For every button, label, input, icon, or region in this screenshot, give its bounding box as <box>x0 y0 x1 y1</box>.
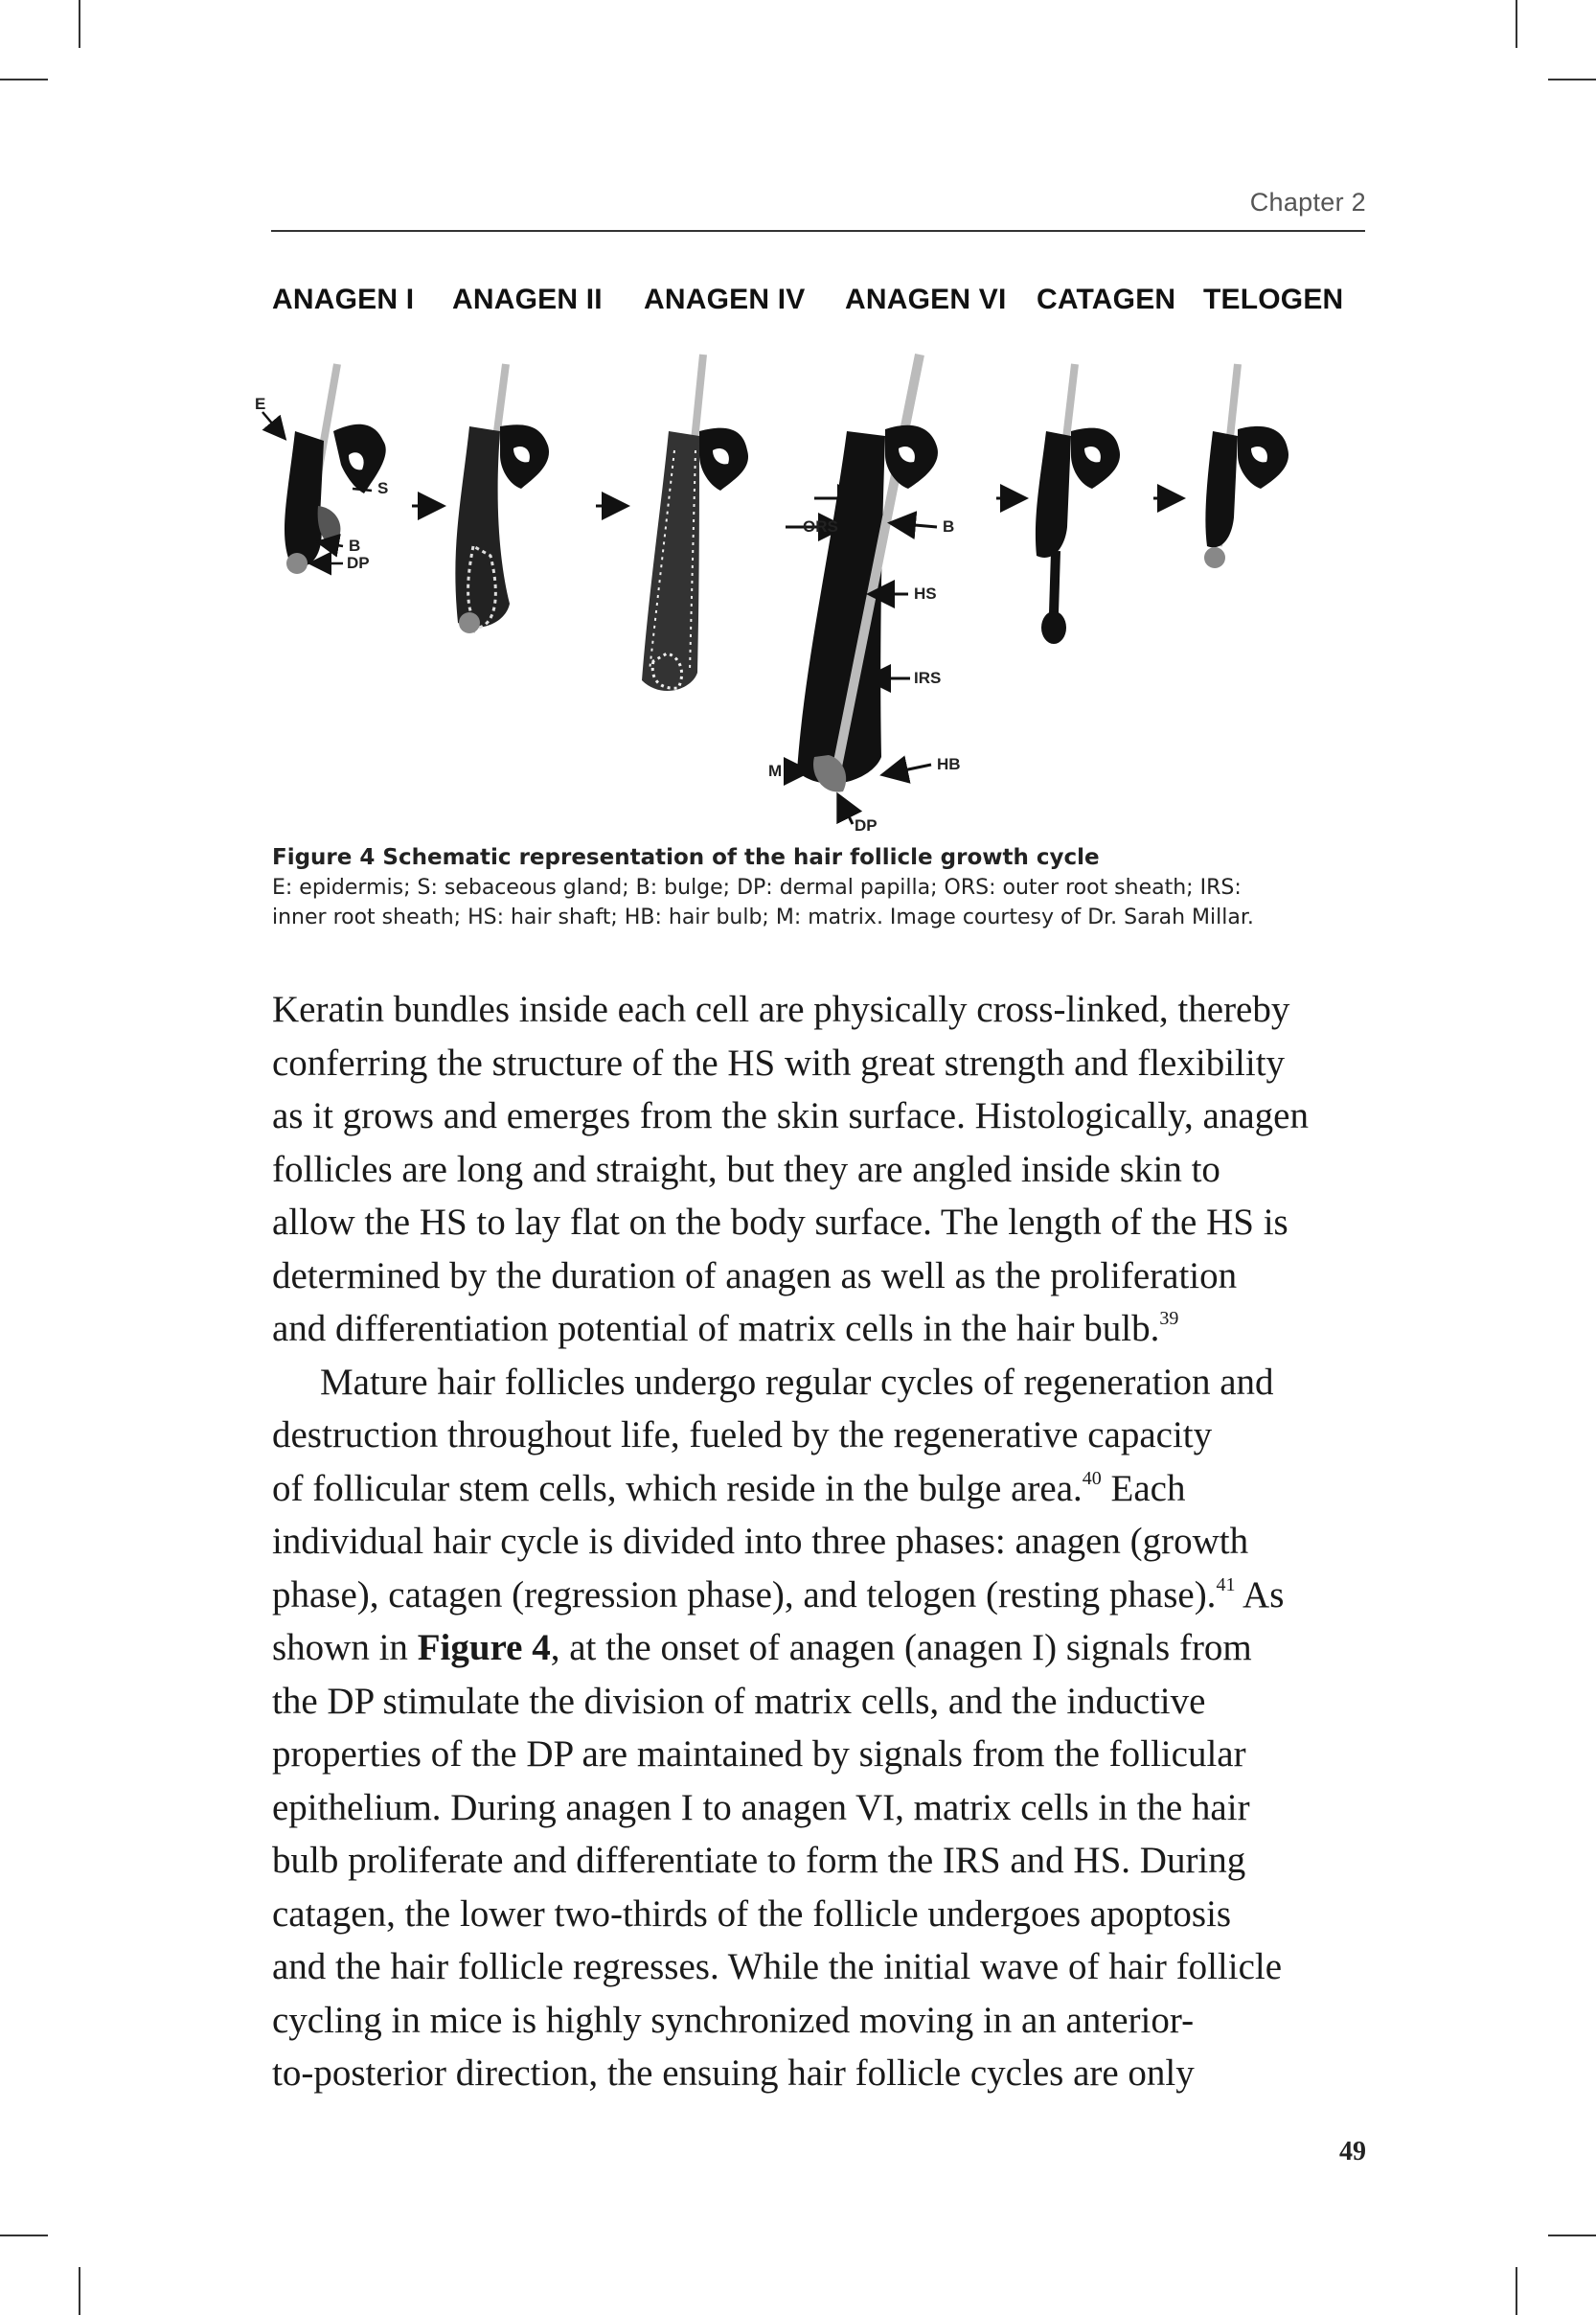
page-number: 49 <box>1339 2137 1366 2166</box>
crop-mark <box>79 2267 80 2315</box>
part-label-ors: ORS <box>803 517 838 536</box>
stage-label: ANAGEN VI <box>845 284 1007 315</box>
text-span: of follicular stem cells, which reside in the bulge area. <box>272 1467 1083 1509</box>
text-span: shown in <box>272 1627 418 1668</box>
part-label-dp: DP <box>855 816 878 835</box>
part-label-e: E <box>255 395 266 413</box>
text-line: destruction throughout life, fueled by the regenerative capacity <box>272 1414 1213 1455</box>
body-text <box>272 983 1366 2100</box>
part-label-dp: DP <box>347 554 370 572</box>
stage-label: TELOGEN <box>1203 284 1344 315</box>
caption-line: E: epidermis; S: sebaceous gland; B: bulge; DP: dermal papilla; ORS: outer root sheath; IRS: <box>272 876 1242 900</box>
text-line: cycling in mice is highly synchronized moving in an anterior- <box>272 1999 1195 2041</box>
follicle-anagen-i <box>285 364 389 574</box>
text-line: epithelium. During anagen I to anagen VI, matrix cells in the hair <box>272 1786 1250 1828</box>
caption-line: inner root sheath; HS: hair shaft; HB: hair bulb; M: matrix. Image courtesy of Dr. Sarah Millar. <box>272 905 1254 929</box>
text-line: conferring the structure of the HS with great strength and flexibility <box>272 1042 1286 1084</box>
figure-reference: Figure 4 <box>417 1627 551 1668</box>
text-span: , at the onset of anagen (anagen I) signals from <box>550 1627 1252 1668</box>
text-line: the DP stimulate the division of matrix cells, and the inductive <box>272 1680 1206 1722</box>
crop-mark <box>79 0 80 48</box>
text-line <box>272 1621 1366 1675</box>
text-line: follicles are long and straight, but they are angled inside skin to <box>272 1148 1220 1190</box>
text-line: determined by the duration of anagen as well as the proliferation <box>272 1254 1238 1296</box>
text-span: Each <box>1101 1467 1186 1509</box>
text-line: Keratin bundles inside each cell are physically cross-linked, thereby <box>272 989 1290 1030</box>
part-label-irs: IRS <box>914 669 942 687</box>
text-line: bulb proliferate and differentiate to form the IRS and HS. During <box>272 1840 1246 1881</box>
text-span: As <box>1235 1573 1285 1616</box>
stage-label: CATAGEN <box>1037 284 1176 315</box>
citation-ref: 41 <box>1216 1573 1236 1595</box>
part-label-b: B <box>943 517 955 536</box>
text-line <box>272 1302 1366 1356</box>
text-span: phase), catagen (regression phase), and telogen (resting phase). <box>272 1573 1217 1616</box>
part-label-hs: HS <box>914 584 937 603</box>
text-line: and the hair follicle regresses. While the initial wave of hair follicle <box>272 1946 1283 1987</box>
figure-drawing <box>249 259 1399 853</box>
text-line: as it grows and emerges from the skin surface. Histologically, anagen <box>272 1095 1309 1136</box>
text-line <box>272 1462 1366 1516</box>
follicle-telogen <box>1204 364 1288 568</box>
text-line: Mature hair follicles undergo regular cycles of regeneration and <box>320 1361 1274 1403</box>
part-label-m: M <box>768 762 783 780</box>
crop-mark <box>1516 0 1517 48</box>
part-label-s: S <box>377 479 389 497</box>
hair-follicle-cycle-figure <box>249 259 1399 853</box>
header-rule <box>271 230 1365 232</box>
crop-mark <box>1548 2235 1596 2236</box>
text-line: individual hair cycle is divided into three phases: anagen (growth <box>272 1521 1249 1562</box>
text-line: to-posterior direction, the ensuing hair follicle cycles are only <box>272 2052 1195 2094</box>
figure-caption <box>272 843 1374 932</box>
crop-mark <box>1548 79 1596 80</box>
text-line: allow the HS to lay flat on the body surface. The length of the HS is <box>272 1202 1288 1243</box>
text-line: catagen, the lower two-thirds of the follicle undergoes apoptosis <box>272 1892 1232 1935</box>
part-label-hb: HB <box>937 755 961 773</box>
text-line: properties of the DP are maintained by signals from the follicular <box>272 1733 1246 1775</box>
crop-mark <box>0 79 48 80</box>
stage-label: ANAGEN II <box>452 284 603 315</box>
citation-ref: 40 <box>1082 1467 1102 1489</box>
citation-ref: 39 <box>1159 1308 1179 1329</box>
follicle-catagen <box>1036 364 1120 644</box>
text-span: and differentiation potential of matrix cells in the hair bulb. <box>272 1308 1160 1349</box>
stage-label: ANAGEN IV <box>644 284 806 315</box>
caption-title: Figure 4 Schematic representation of the hair follicle growth cycle <box>272 845 1100 870</box>
follicle-anagen-iv <box>642 355 748 691</box>
follicle-anagen-ii <box>455 364 549 633</box>
part-label-b: B <box>349 537 361 555</box>
crop-mark <box>1516 2267 1517 2315</box>
crop-mark <box>0 2235 48 2236</box>
running-head: Chapter 2 <box>1249 188 1366 217</box>
text-line <box>272 1569 1366 1622</box>
stage-label: ANAGEN I <box>272 284 415 315</box>
